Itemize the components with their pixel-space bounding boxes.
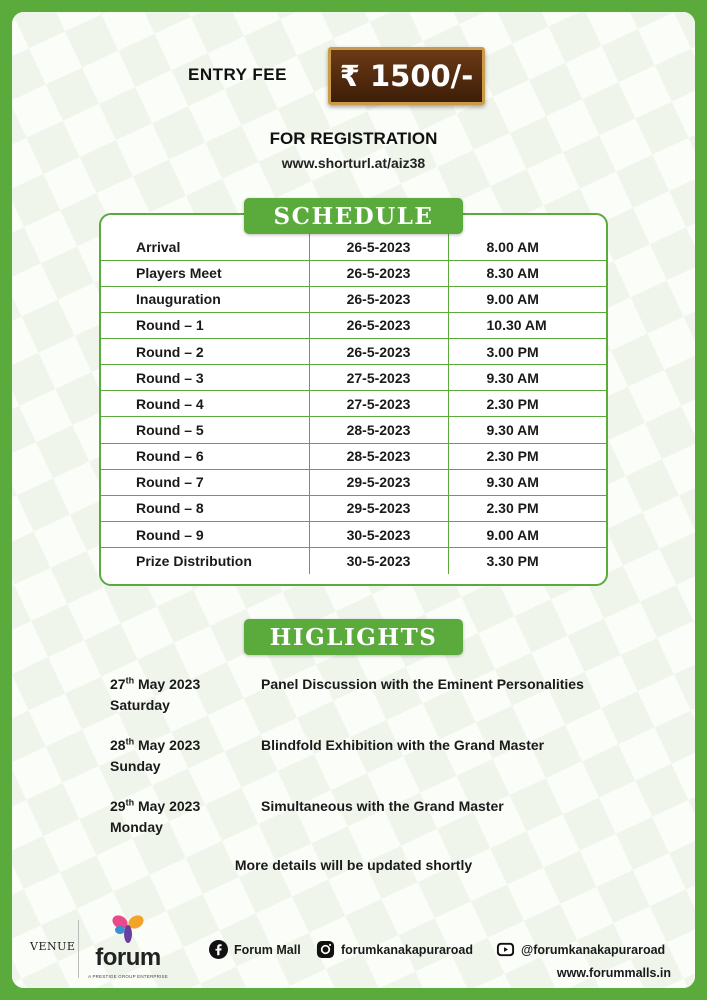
schedule-time: 2.30 PM (448, 391, 606, 417)
schedule-row (101, 339, 606, 365)
schedule-row (101, 417, 606, 443)
schedule-row (101, 548, 606, 574)
schedule-event: Round – 7 (101, 469, 309, 495)
schedule-date: 27-5-2023 (309, 365, 448, 391)
schedule-row (101, 312, 606, 338)
highlight-month-year: May 2023 (137, 676, 201, 692)
highlight-day: 27 (110, 676, 126, 692)
highlight-day: 29 (110, 798, 126, 814)
schedule-event: Arrival (136, 238, 181, 255)
schedule-time: 8.00 AM (448, 234, 606, 260)
highlight-month-year: May 2023 (137, 798, 201, 814)
schedule-event: Round – 3 (101, 365, 309, 391)
schedule-event: Round – 8 (101, 495, 309, 521)
schedule-row (101, 495, 606, 521)
schedule-event: Prize Distribution (101, 548, 309, 574)
youtube-link[interactable] (496, 940, 665, 959)
schedule-event: Round – 2 (101, 339, 309, 365)
website-link[interactable]: www.forummalls.in (556, 966, 671, 980)
schedule-date: 26-5-2023 (309, 234, 448, 260)
instagram-link[interactable] (316, 940, 473, 959)
highlight-weekday: Sunday (110, 758, 161, 774)
poster-page (12, 12, 695, 988)
highlight-item (110, 796, 670, 857)
schedule-date: 30-5-2023 (309, 548, 448, 574)
schedule-date: 28-5-2023 (309, 443, 448, 469)
schedule-date: 29-5-2023 (309, 495, 448, 521)
schedule-time: 9.00 AM (448, 286, 606, 312)
instagram-icon (316, 940, 335, 959)
schedule-date: 26-5-2023 (309, 286, 448, 312)
highlight-day-suffix: th (125, 736, 135, 747)
schedule-row (101, 522, 606, 548)
highlight-item (110, 735, 670, 796)
schedule-table (101, 234, 606, 574)
highlights-list (110, 674, 670, 857)
facebook-handle: Forum Mall (234, 942, 301, 957)
entry-fee-badge: ₹ 1500/- (328, 47, 485, 105)
schedule-date: 26-5-2023 (309, 260, 448, 286)
schedule-date: 28-5-2023 (309, 417, 448, 443)
venue-divider (78, 920, 79, 978)
facebook-icon (209, 940, 228, 959)
schedule-time: 3.30 PM (448, 548, 606, 574)
schedule-date: 27-5-2023 (309, 391, 448, 417)
schedule-time: 8.30 AM (448, 260, 606, 286)
facebook-link[interactable] (209, 940, 301, 959)
schedule-event: Round – 9 (101, 522, 309, 548)
entry-fee-row (12, 47, 695, 107)
highlight-day-suffix: th (125, 675, 135, 686)
forum-logo (86, 912, 170, 982)
registration-link[interactable]: www.shorturl.at/aiz38 (281, 155, 426, 171)
highlight-item (110, 674, 670, 735)
schedule-date: 26-5-2023 (309, 339, 448, 365)
highlight-month-year: May 2023 (137, 737, 201, 753)
venue-label: VENUE (30, 940, 76, 953)
youtube-icon (496, 940, 515, 959)
schedule-event: Round – 4 (101, 391, 309, 417)
highlight-day-suffix: th (125, 797, 135, 808)
schedule-row (101, 286, 606, 312)
highlight-date (110, 674, 260, 716)
schedule-row (101, 365, 606, 391)
schedule-table-box (99, 213, 608, 586)
schedule-heading: SCHEDULE (244, 198, 463, 234)
schedule-time: 9.30 AM (448, 417, 606, 443)
registration-title: FOR REGISTRATION (269, 129, 438, 148)
schedule-time: 2.30 PM (448, 495, 606, 521)
more-details-note: More details will be updated shortly (234, 857, 473, 873)
forum-flower-icon (108, 912, 148, 946)
highlight-day: 28 (110, 737, 126, 753)
schedule-row (101, 234, 606, 260)
instagram-handle: forumkanakapuraroad (341, 942, 473, 957)
schedule-event: Inauguration (101, 286, 309, 312)
schedule-time: 10.30 AM (448, 312, 606, 338)
highlight-description: Blindfold Exhibition with the Grand Master (261, 737, 545, 753)
schedule-time: 9.30 AM (448, 469, 606, 495)
schedule-time: 9.30 AM (448, 365, 606, 391)
schedule-event: Round – 6 (101, 443, 309, 469)
schedule-row (101, 391, 606, 417)
schedule-event: Round – 1 (101, 312, 309, 338)
schedule-date: 29-5-2023 (309, 469, 448, 495)
schedule-row (101, 443, 606, 469)
highlight-date (110, 735, 260, 777)
schedule-time: 3.00 PM (448, 339, 606, 365)
schedule-row (101, 260, 606, 286)
entry-fee-label: ENTRY FEE (188, 65, 287, 84)
highlight-date (110, 796, 260, 838)
highlight-description: Panel Discussion with the Eminent Personalities (261, 676, 584, 692)
schedule-event: Players Meet (101, 260, 309, 286)
forum-tagline: A PRESTIGE GROUP ENTERPRISE (88, 974, 168, 979)
schedule-time: 9.00 AM (448, 522, 606, 548)
schedule-date: 30-5-2023 (309, 522, 448, 548)
schedule-row (101, 469, 606, 495)
schedule-time: 2.30 PM (448, 443, 606, 469)
highlight-weekday: Monday (110, 819, 163, 835)
youtube-handle: @forumkanakapuraroad (521, 942, 666, 957)
highlight-weekday: Saturday (110, 697, 170, 713)
highlight-description: Simultaneous with the Grand Master (261, 798, 504, 814)
schedule-date: 26-5-2023 (309, 312, 448, 338)
schedule-event: Round – 5 (101, 417, 309, 443)
highlights-heading: HIGLIGHTS (244, 619, 463, 655)
forum-brand: forum (95, 944, 161, 971)
footer (12, 892, 695, 988)
